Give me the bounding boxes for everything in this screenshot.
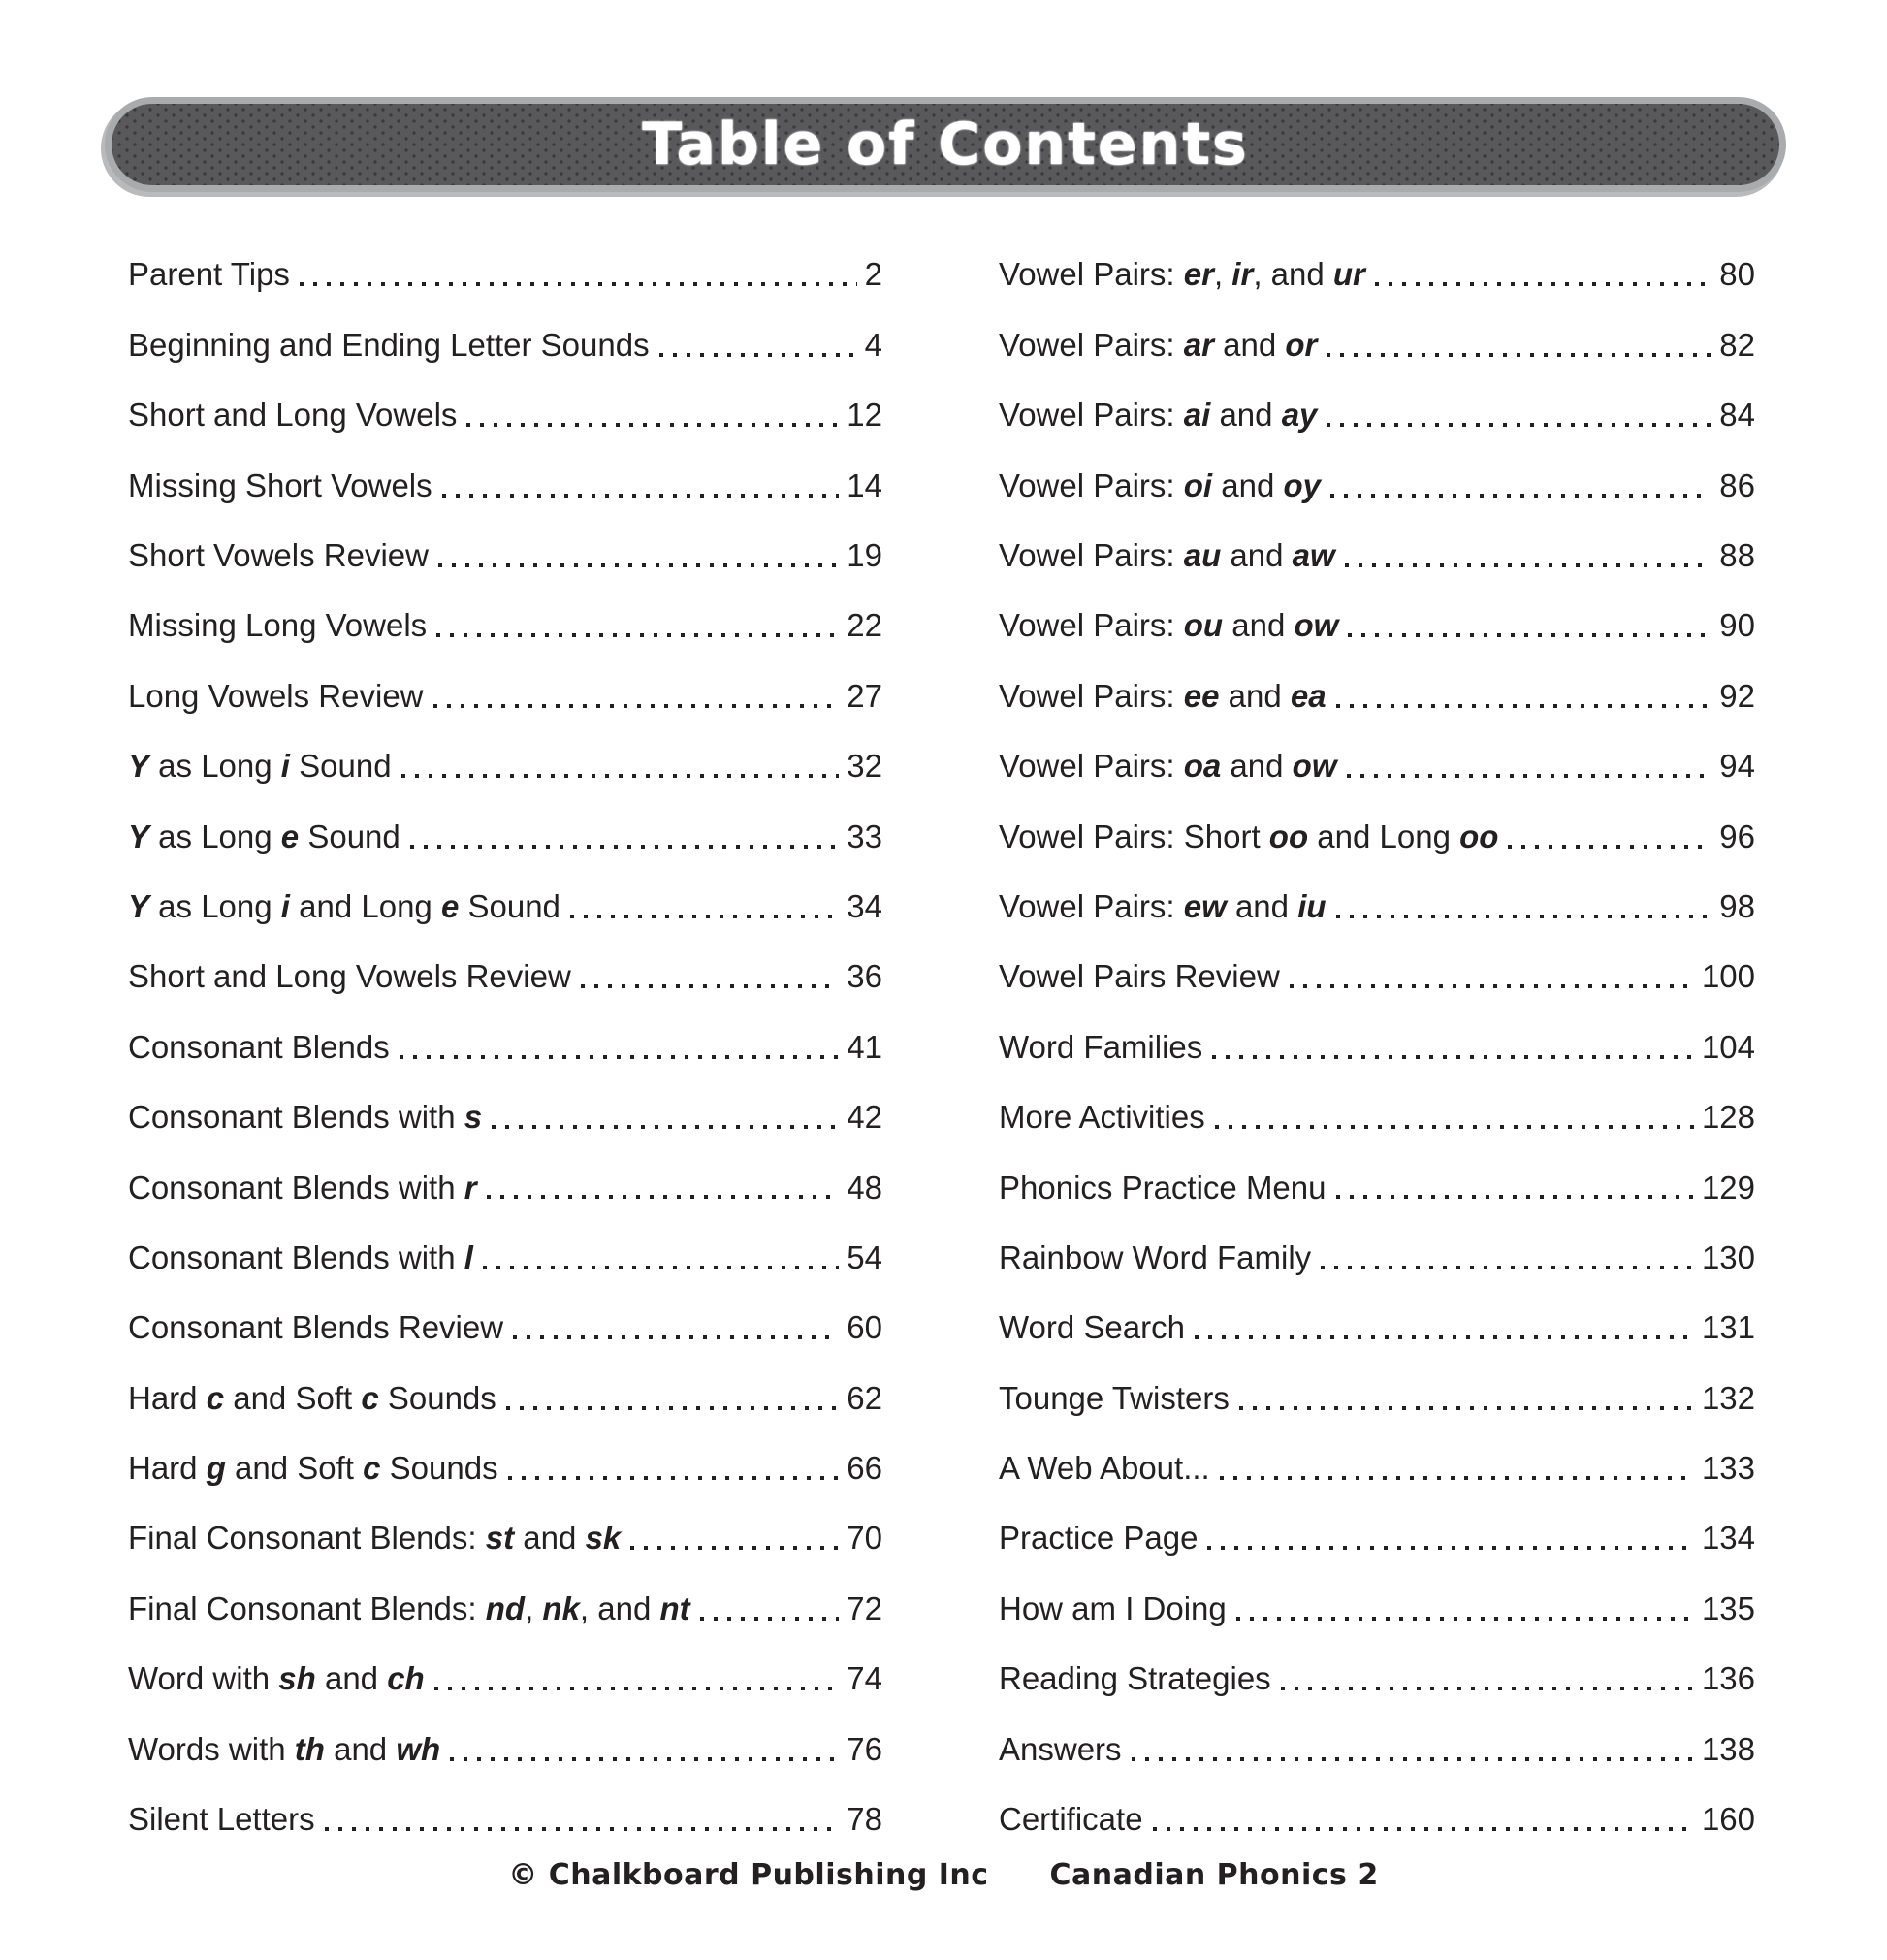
toc-entry-title: Consonant Blends with s bbox=[128, 1099, 483, 1136]
page-number: 66 bbox=[847, 1450, 882, 1487]
phonics-letter: Y bbox=[128, 887, 150, 924]
toc-entry-title: Vowel Pairs: ee and ea bbox=[999, 677, 1327, 714]
toc-entry-title: Final Consonant Blends: st and sk bbox=[128, 1520, 622, 1557]
toc-entry bbox=[128, 644, 882, 714]
dot-leader bbox=[1330, 494, 1711, 498]
toc-entry bbox=[128, 1346, 882, 1416]
page-number: 94 bbox=[1719, 748, 1755, 785]
toc-entry-title: Vowel Pairs: ou and ow bbox=[999, 607, 1339, 644]
dot-leader bbox=[1195, 1335, 1694, 1339]
dot-leader bbox=[659, 353, 857, 357]
toc-entry bbox=[999, 855, 1755, 925]
toc-entry-title: Vowel Pairs: ew and iu bbox=[999, 887, 1327, 924]
dot-leader bbox=[450, 1757, 839, 1761]
page-number: 62 bbox=[847, 1379, 882, 1416]
toc-entry bbox=[128, 1697, 882, 1767]
phonics-letter: c bbox=[363, 1450, 381, 1487]
dot-leader bbox=[466, 423, 839, 427]
dot-leader bbox=[483, 1266, 839, 1269]
toc-entry-title: Vowel Pairs: ai and ay bbox=[999, 397, 1318, 434]
page-number: 128 bbox=[1701, 1099, 1755, 1136]
toc-entry-title: Missing Long Vowels bbox=[128, 607, 428, 644]
book-title-text: Canadian Phonics 2 bbox=[1049, 1858, 1379, 1892]
phonics-letter: st bbox=[485, 1520, 515, 1557]
toc-entry bbox=[128, 995, 882, 1065]
phonics-letter: ir bbox=[1231, 256, 1254, 293]
toc-entry bbox=[128, 574, 882, 644]
dot-leader bbox=[1327, 423, 1711, 427]
phonics-letter: s bbox=[464, 1099, 483, 1136]
toc-entry-title: Rainbow Word Family bbox=[999, 1238, 1312, 1275]
page-number: 82 bbox=[1719, 326, 1755, 363]
toc-entry-title: Answers bbox=[999, 1730, 1122, 1767]
dot-leader bbox=[1220, 1476, 1694, 1480]
phonics-letter: oa bbox=[1183, 748, 1222, 785]
phonics-letter: ch bbox=[387, 1660, 425, 1697]
phonics-letter: ur bbox=[1332, 256, 1365, 293]
toc-entry-title: Y as Long i and Long e Sound bbox=[128, 887, 560, 924]
toc-entry-title: Vowel Pairs Review bbox=[999, 958, 1280, 995]
page-number: 134 bbox=[1701, 1520, 1755, 1557]
toc-entry-title: Long Vowels Review bbox=[128, 677, 424, 714]
dot-leader bbox=[1321, 1266, 1694, 1269]
toc-entry bbox=[128, 1487, 882, 1557]
toc-entry bbox=[999, 223, 1755, 293]
dot-leader bbox=[570, 915, 839, 918]
toc-entry bbox=[999, 504, 1755, 574]
phonics-letter: Y bbox=[128, 748, 150, 785]
dot-leader bbox=[1336, 704, 1712, 708]
dot-leader bbox=[436, 633, 839, 637]
toc-entry bbox=[999, 1487, 1755, 1557]
page-number: 80 bbox=[1719, 256, 1755, 293]
toc-entry bbox=[999, 1417, 1755, 1487]
phonics-letter: th bbox=[294, 1730, 325, 1767]
dot-leader bbox=[581, 984, 840, 988]
phonics-letter: au bbox=[1183, 537, 1222, 573]
page-number: 42 bbox=[847, 1099, 882, 1136]
toc-entry-title: Vowel Pairs: oi and oy bbox=[999, 466, 1321, 503]
page-number: 130 bbox=[1701, 1238, 1755, 1275]
page-number: 72 bbox=[847, 1590, 882, 1626]
toc-entry bbox=[128, 1417, 882, 1487]
dot-leader bbox=[433, 704, 840, 708]
dot-leader bbox=[630, 1546, 839, 1550]
toc-entry-title: Vowel Pairs: ar and or bbox=[999, 326, 1318, 363]
toc-column-left bbox=[128, 223, 882, 1838]
toc-entry bbox=[128, 1557, 882, 1626]
page-number: 136 bbox=[1701, 1660, 1755, 1697]
toc-entry bbox=[128, 1768, 882, 1838]
phonics-letter: ew bbox=[1183, 887, 1227, 924]
toc-entry bbox=[999, 995, 1755, 1065]
page-number: 104 bbox=[1701, 1028, 1755, 1065]
page-number: 131 bbox=[1701, 1309, 1755, 1346]
toc-entry-title: Consonant Blends with r bbox=[128, 1169, 477, 1205]
dot-leader bbox=[438, 563, 839, 567]
page-number: 98 bbox=[1719, 887, 1755, 924]
phonics-letter: ar bbox=[1183, 326, 1214, 363]
dot-leader bbox=[1336, 1195, 1694, 1199]
toc-entry bbox=[128, 1205, 882, 1275]
toc-entry-title: Vowel Pairs: au and aw bbox=[999, 537, 1335, 573]
phonics-letter: iu bbox=[1297, 887, 1327, 924]
phonics-letter: c bbox=[361, 1379, 379, 1416]
toc-entry bbox=[999, 434, 1755, 503]
dot-leader bbox=[325, 1827, 840, 1831]
phonics-letter: nk bbox=[542, 1590, 580, 1626]
dot-leader bbox=[442, 494, 840, 498]
phonics-letter: oi bbox=[1183, 466, 1213, 503]
toc-column-right bbox=[999, 223, 1755, 1838]
page-number: 36 bbox=[847, 958, 882, 995]
dot-leader bbox=[1207, 1546, 1693, 1550]
toc-entry-title: Hard c and Soft c Sounds bbox=[128, 1379, 496, 1416]
phonics-letter: r bbox=[464, 1169, 477, 1205]
dot-leader bbox=[401, 774, 840, 778]
page-number: 133 bbox=[1701, 1450, 1755, 1487]
page-number: 90 bbox=[1719, 607, 1755, 644]
dot-leader bbox=[508, 1476, 840, 1480]
phonics-letter: wh bbox=[396, 1730, 441, 1767]
toc-entry bbox=[999, 644, 1755, 714]
dot-leader bbox=[1281, 1687, 1694, 1690]
phonics-letter: ee bbox=[1183, 677, 1220, 714]
page-number: 86 bbox=[1719, 466, 1755, 503]
dot-leader bbox=[1348, 633, 1711, 637]
page-number: 33 bbox=[847, 818, 882, 854]
dot-leader bbox=[513, 1335, 839, 1339]
dot-leader bbox=[1215, 1125, 1694, 1129]
phonics-letter: sh bbox=[278, 1660, 316, 1697]
dot-leader bbox=[1290, 984, 1694, 988]
toc-entry-title: Consonant Blends with l bbox=[128, 1238, 473, 1275]
toc-entry bbox=[999, 715, 1755, 785]
toc-entry-title: Reading Strategies bbox=[999, 1660, 1271, 1697]
toc-entry bbox=[999, 1346, 1755, 1416]
page-number: 70 bbox=[847, 1520, 882, 1557]
phonics-letter: sk bbox=[585, 1520, 622, 1557]
toc-entry-title: Y as Long e Sound bbox=[128, 818, 400, 854]
toc-entry-title: Missing Short Vowels bbox=[128, 466, 432, 503]
toc-entry bbox=[999, 364, 1755, 434]
toc-entry bbox=[999, 574, 1755, 644]
toc-entry-title: Parent Tips bbox=[128, 256, 290, 293]
dot-leader bbox=[300, 282, 857, 286]
phonics-letter: oo bbox=[1268, 818, 1309, 854]
toc-entry-title: Y as Long i Sound bbox=[128, 748, 392, 785]
page-number: 74 bbox=[847, 1660, 882, 1697]
phonics-letter: Y bbox=[128, 818, 150, 854]
toc-entry bbox=[128, 1627, 882, 1697]
dot-leader bbox=[700, 1617, 840, 1621]
phonics-letter: aw bbox=[1292, 537, 1335, 573]
toc-entry-title: Words with th and wh bbox=[128, 1730, 441, 1767]
toc-entry-title: Hard g and Soft c Sounds bbox=[128, 1450, 498, 1487]
page-number: 84 bbox=[1719, 397, 1755, 434]
dot-leader bbox=[1239, 1406, 1694, 1410]
phonics-letter: g bbox=[206, 1450, 226, 1487]
page-number: 34 bbox=[847, 887, 882, 924]
table-of-contents bbox=[128, 223, 1755, 1838]
toc-entry bbox=[128, 925, 882, 995]
phonics-letter: c bbox=[206, 1379, 225, 1416]
phonics-letter: ay bbox=[1281, 397, 1318, 434]
toc-entry-title: Short Vowels Review bbox=[128, 537, 429, 573]
toc-entry bbox=[999, 293, 1755, 363]
toc-entry-title: More Activities bbox=[999, 1099, 1205, 1136]
toc-entry bbox=[128, 1066, 882, 1136]
phonics-letter: nd bbox=[485, 1590, 526, 1626]
phonics-letter: ai bbox=[1183, 397, 1211, 434]
toc-entry bbox=[128, 855, 882, 925]
toc-entry-title: Vowel Pairs: Short oo and Long oo bbox=[999, 818, 1499, 854]
dot-leader bbox=[434, 1687, 840, 1690]
phonics-letter: ow bbox=[1294, 607, 1339, 644]
toc-entry bbox=[128, 434, 882, 503]
phonics-letter: e bbox=[440, 887, 460, 924]
page-number: 96 bbox=[1719, 818, 1755, 854]
page-number: 135 bbox=[1701, 1590, 1755, 1626]
toc-entry-title: Practice Page bbox=[999, 1520, 1199, 1557]
toc-entry-title: Tounge Twisters bbox=[999, 1379, 1230, 1416]
page-number: 60 bbox=[847, 1309, 882, 1346]
toc-entry bbox=[999, 1697, 1755, 1767]
copyright-text: © Chalkboard Publishing Inc bbox=[508, 1858, 989, 1892]
toc-entry-title: Certificate bbox=[999, 1801, 1143, 1838]
page-number: 12 bbox=[847, 397, 882, 434]
toc-entry-title: Consonant Blends bbox=[128, 1028, 390, 1065]
page-number: 14 bbox=[847, 466, 882, 503]
page-number: 76 bbox=[847, 1730, 882, 1767]
toc-entry-title: Consonant Blends Review bbox=[128, 1309, 504, 1346]
phonics-letter: i bbox=[280, 748, 290, 785]
phonics-letter: er bbox=[1183, 256, 1214, 293]
page-number: 2 bbox=[864, 256, 882, 293]
dot-leader bbox=[400, 1055, 840, 1059]
page-number: 19 bbox=[847, 537, 882, 573]
dot-leader bbox=[1236, 1617, 1694, 1621]
phonics-letter: oy bbox=[1283, 466, 1321, 503]
dot-leader bbox=[1375, 282, 1711, 286]
toc-entry bbox=[999, 785, 1755, 854]
page-number: 129 bbox=[1701, 1169, 1755, 1205]
phonics-letter: oo bbox=[1459, 818, 1499, 854]
dot-leader bbox=[487, 1195, 840, 1199]
page-number: 48 bbox=[847, 1169, 882, 1205]
title-banner bbox=[105, 97, 1786, 192]
toc-entry bbox=[999, 1627, 1755, 1697]
toc-entry bbox=[999, 1136, 1755, 1205]
dot-leader bbox=[1508, 845, 1711, 849]
toc-entry bbox=[999, 1768, 1755, 1838]
toc-entry bbox=[128, 223, 882, 293]
toc-entry bbox=[999, 925, 1755, 995]
dot-leader bbox=[1212, 1055, 1694, 1059]
toc-entry bbox=[999, 1066, 1755, 1136]
page-number: 78 bbox=[847, 1801, 882, 1838]
phonics-letter: or bbox=[1285, 326, 1318, 363]
dot-leader bbox=[506, 1406, 840, 1410]
dot-leader bbox=[410, 845, 840, 849]
toc-entry bbox=[999, 1557, 1755, 1626]
toc-entry-title: Final Consonant Blends: nd, nk, and nt bbox=[128, 1590, 690, 1626]
dot-leader bbox=[1153, 1827, 1694, 1831]
page-number: 54 bbox=[847, 1238, 882, 1275]
toc-entry bbox=[128, 293, 882, 363]
toc-entry bbox=[999, 1205, 1755, 1275]
toc-entry-title: Vowel Pairs: er, ir, and ur bbox=[999, 256, 1365, 293]
dot-leader bbox=[1132, 1757, 1694, 1761]
phonics-letter: e bbox=[280, 818, 300, 854]
phonics-letter: ou bbox=[1183, 607, 1224, 644]
page-number: 88 bbox=[1719, 537, 1755, 573]
page-number: 132 bbox=[1701, 1379, 1755, 1416]
toc-entry-title: Beginning and Ending Letter Sounds bbox=[128, 326, 650, 363]
page-number: 41 bbox=[847, 1028, 882, 1065]
toc-entry-title: A Web About... bbox=[999, 1450, 1210, 1487]
page-footer bbox=[0, 1858, 1887, 1892]
phonics-letter: ow bbox=[1292, 748, 1337, 785]
toc-entry bbox=[999, 1276, 1755, 1346]
toc-entry-title: Vowel Pairs: oa and ow bbox=[999, 748, 1337, 785]
dot-leader bbox=[1327, 353, 1711, 357]
page-number: 27 bbox=[847, 677, 882, 714]
toc-entry bbox=[128, 785, 882, 854]
toc-entry bbox=[128, 1136, 882, 1205]
dot-leader bbox=[1347, 774, 1712, 778]
phonics-letter: nt bbox=[659, 1590, 690, 1626]
page-title: Table of Contents bbox=[642, 111, 1249, 178]
toc-entry bbox=[128, 504, 882, 574]
page-number: 4 bbox=[864, 326, 882, 363]
toc-entry bbox=[128, 715, 882, 785]
toc-entry-title: Silent Letters bbox=[128, 1801, 315, 1838]
toc-entry-title: Word Families bbox=[999, 1028, 1203, 1065]
phonics-letter: ea bbox=[1290, 677, 1327, 714]
toc-entry-title: How am I Doing bbox=[999, 1590, 1227, 1626]
page-number: 160 bbox=[1701, 1801, 1755, 1838]
toc-entry-title: Phonics Practice Menu bbox=[999, 1169, 1327, 1205]
toc-entry-title: Word Search bbox=[999, 1309, 1185, 1346]
page-number: 100 bbox=[1701, 958, 1755, 995]
toc-entry-title: Short and Long Vowels bbox=[128, 397, 458, 434]
toc-entry bbox=[128, 1276, 882, 1346]
toc-entry bbox=[128, 364, 882, 434]
dot-leader bbox=[1336, 915, 1712, 918]
page-number: 32 bbox=[847, 748, 882, 785]
page-number: 138 bbox=[1701, 1730, 1755, 1767]
page-number: 22 bbox=[847, 607, 882, 644]
dot-leader bbox=[1345, 563, 1712, 567]
dot-leader bbox=[492, 1125, 839, 1129]
toc-entry-title: Short and Long Vowels Review bbox=[128, 958, 571, 995]
toc-entry-title: Word with sh and ch bbox=[128, 1660, 425, 1697]
page-number: 92 bbox=[1719, 677, 1755, 714]
phonics-letter: l bbox=[464, 1238, 473, 1275]
phonics-letter: i bbox=[280, 887, 290, 924]
